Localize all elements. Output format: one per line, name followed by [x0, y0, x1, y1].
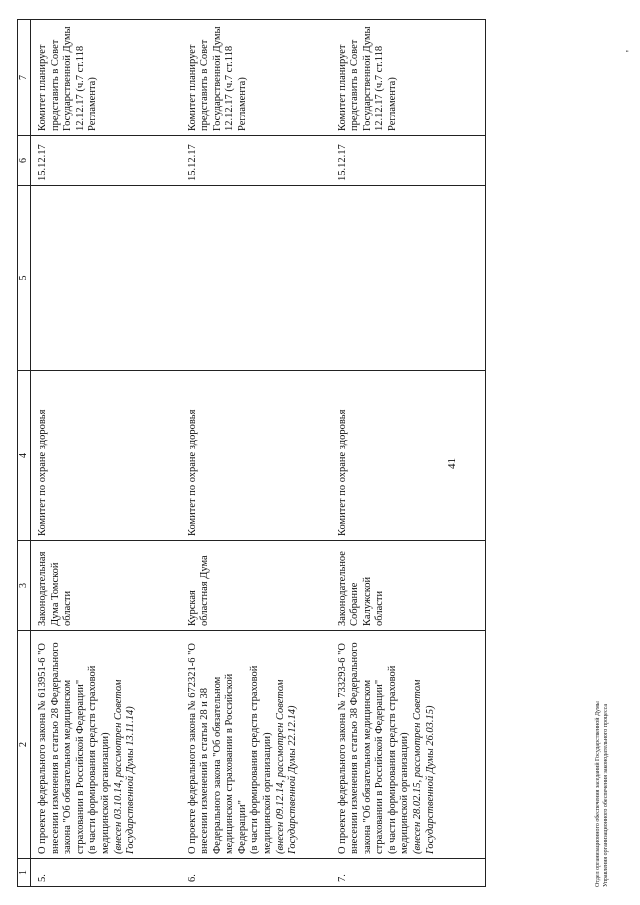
status-cell: Комитет планирует представить в Совет Государственной Думы 12.12.17 (ч.7 ст.118 Регламента)	[31, 20, 181, 136]
table-row	[331, 20, 486, 887]
column-number: 7	[18, 20, 31, 136]
table-row	[31, 20, 181, 887]
row-number: 7.	[331, 859, 486, 887]
initiator-cell: Курская областная Дума	[181, 541, 331, 631]
bill-note: (внесен 09.12.14, рассмотрен Советом Государственной Думы 22.12.14)	[274, 679, 299, 854]
corner-mark: '	[625, 50, 636, 52]
committee-cell: Комитет по охране здоровья	[31, 371, 181, 541]
bill-title: О проекте федерального закона № 733293-6 "О внесении изменения в статью 38 Федерального закона "Об обязательном медицинском страховании в Российской Федерации"	[336, 642, 386, 854]
committee-cell: Комитет по охране здоровья	[181, 371, 331, 541]
date-cell: 15.12.17	[331, 136, 486, 186]
column-5-cell	[181, 186, 331, 371]
column-number: 4	[18, 371, 31, 541]
bill-note: (внесен 28.02.15, рассмотрен Советом Государственной Думы 26.03.15)	[412, 679, 436, 854]
status-cell: Комитет планирует представить в Совет Государственной Думы 12.12.17 (ч.7 ст.118 Регламента)	[181, 20, 331, 136]
initiator-cell: Законодательное Собрание Калужской области	[331, 541, 486, 631]
column-5-cell	[31, 186, 181, 371]
column-number-row	[18, 20, 31, 887]
footer-line: Управления организационного обеспечения законодательного процесса	[602, 703, 609, 887]
bill-detail: (в части формирования средств страховой медицинской организации)	[386, 665, 411, 854]
bill-subject-cell	[31, 631, 181, 859]
table-row	[181, 20, 331, 887]
column-number: 2	[18, 631, 31, 859]
date-cell: 15.12.17	[181, 136, 331, 186]
bill-subject-cell	[181, 631, 331, 859]
bills-table	[17, 19, 486, 887]
row-number: 6.	[181, 859, 331, 887]
row-number: 5.	[31, 859, 181, 887]
initiator-cell: Законодательная Дума Томской области	[31, 541, 181, 631]
column-number: 5	[18, 186, 31, 371]
committee-cell: Комитет по охране здоровья	[331, 371, 486, 541]
footer-line: Отдел организационного обеспечения заседаний Государственной Думы	[595, 701, 601, 887]
column-number: 6	[18, 136, 31, 186]
page-number: 41	[446, 458, 458, 469]
bill-detail: (в части формирования средств страховой медицинской организации)	[87, 665, 111, 854]
date-cell: 15.12.17	[31, 136, 181, 186]
footer	[595, 507, 610, 887]
bill-detail: (в части формирования средств страховой медицинской организации)	[249, 665, 274, 854]
status-cell: Комитет планирует представить в Совет Государственной Думы 12.12.17 (ч.7 ст.118 Регламента)	[331, 20, 486, 136]
bill-subject-cell	[331, 631, 486, 859]
column-number: 1	[18, 859, 31, 887]
bill-title: О проекте федерального закона № 613951-6 "О внесении изменения в статью 28 Федерального закона "Об обязательном медицинском страховании в Российской Федерации"	[37, 642, 86, 854]
column-number: 3	[18, 541, 31, 631]
bill-title: О проекте федерального закона № 672321-6 "О внесении изменений в статьи 28 и 38 Федерального закона "Об обязательном медицинском страховании в Российской Федерации"	[186, 642, 248, 854]
column-5-cell	[331, 186, 486, 371]
bill-note: (внесен 03.10.14, рассмотрен Советом Государственной Думы 13.11.14)	[112, 679, 137, 854]
